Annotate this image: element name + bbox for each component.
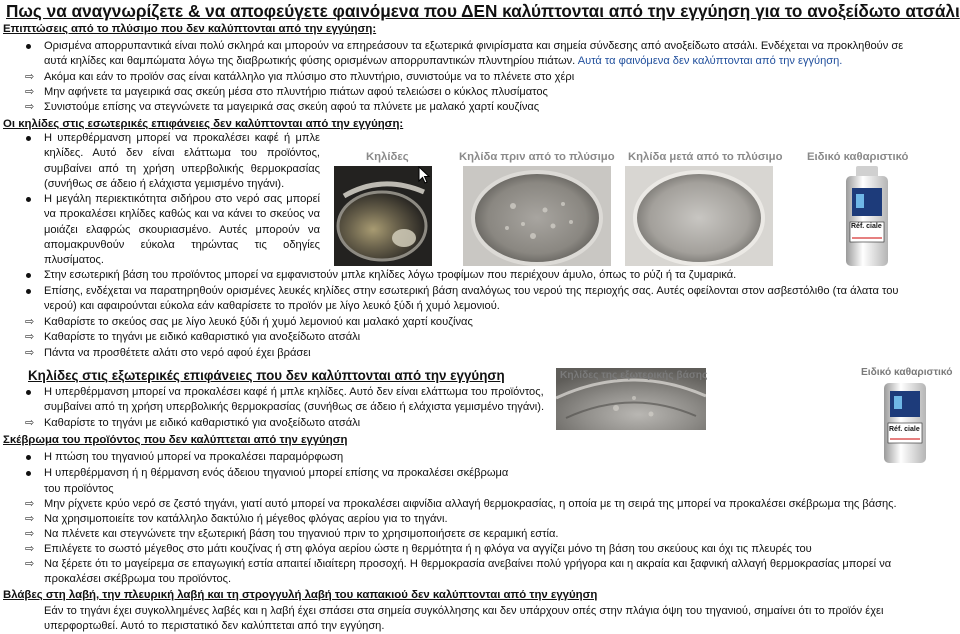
section-heading-washing: Επιπτώσεις από το πλύσιμο που δεν καλύπτονται από την εγγύηση:	[3, 23, 377, 35]
hollow-arrow-icon: ⇨	[25, 71, 35, 83]
bullet-text-cont	[44, 54, 842, 69]
caption-stains: Κηλίδες	[366, 151, 409, 163]
arrow-text: Μην αφήνετε τα μαγειρικά σας σκεύη μέσα στο πλυντήριο πιάτων αφού τελειώσει ο κύκλος πλυσίματος	[44, 86, 548, 98]
arrow-item	[25, 315, 473, 330]
photo-stain-after-wash	[625, 166, 773, 266]
handles-text: Εάν το τηγάνι έχει συγκολλημένες λαβές και η λαβή έχει σπάσει στα σημεία συγκόλλησης και δεν υπάρχουν οπές στην πλάγια όψη του τηγανιού, σημαίνει ότι το προϊόν έχει	[44, 605, 884, 617]
caption-special-cleaner-2: Ειδικό καθαριστικό	[861, 367, 953, 378]
arrow-item	[25, 346, 311, 361]
arrow-item	[25, 416, 361, 431]
bullet-text-limescale: Επίσης, ενδέχεται να παρατηρηθούν ορισμένες λευκές κηλίδες στην εσωτερική βάση αναλόγως του νερού της περιοχής σας. Αυτές οφείλονται στον ασβεστόλιθο (τα άλατα του	[44, 285, 899, 297]
arrow-text: Να χρησιμοποιείτε τον κατάλληλο δακτύλιο ή μέγεθος φλόγας αερίου για το τηγάνι.	[44, 513, 448, 525]
hollow-arrow-icon: ⇨	[25, 543, 35, 555]
arrow-item	[25, 100, 540, 115]
arrow-item	[25, 497, 897, 512]
arrow-text: Καθαρίστε το τηγάνι με ειδικό καθαριστικό για ανοξείδωτο ατσάλι	[44, 331, 361, 343]
hollow-arrow-icon: ⇨	[25, 347, 35, 359]
mouse-cursor-icon	[418, 166, 430, 189]
hollow-arrow-icon: ⇨	[25, 528, 35, 540]
bullet-text-exterior: Η υπερθέρμανση μπορεί να προκαλέσει καφέ ή μπλε κηλίδες. Αυτό δεν είναι ελάττωμα του προϊόντος,	[44, 386, 544, 398]
arrow-text: Μην ρίχνετε κρύο νερό σε ζεστό τηγάνι, γιατί αυτό μπορεί να προκαλέσει αιφνίδια αλλαγή θερμοκρασίας, η οποία με τη σειρά της μπορεί να προκαλέσει σκέβρωμα της βάσης.	[44, 498, 897, 510]
caption-special-cleaner: Ειδικό καθαριστικό	[807, 151, 909, 163]
page-title: Πως να αναγνωρίζετε & να αποφεύγετε φαινόμενα που ΔΕΝ καλύπτονται από την εγγύηση για το ανοξείδωτο ατσάλι	[6, 1, 960, 21]
arrow-text: Επιλέγετε το σωστό μέγεθος στο μάτι κουζίνας ή στη φλόγα αερίου ώστε η θερμότητα ή η φλόγα να αγγίζει μόνο τη βάση του σκεύους και όχι τις πλευρές του	[44, 543, 812, 555]
arrow-text: Συνιστούμε επίσης να στεγνώνετε τα μαγειρικά σας σκεύη αφού τα πλύνετε με μαλακό χαρτί κουζίνας	[44, 101, 540, 113]
arrow-item	[25, 527, 559, 542]
arrow-text: Να πλένετε και στεγνώνετε την εξωτερική βάση του τηγανιού πριν το χρησιμοποιήσετε σε κεραμική εστία.	[44, 528, 559, 540]
bullet-text-drop: Η πτώση του τηγανιού μπορεί να προκαλέσει παραμόρφωση	[44, 451, 344, 463]
arrow-item	[25, 542, 812, 557]
hollow-arrow-icon: ⇨	[25, 331, 35, 343]
hollow-arrow-icon: ⇨	[25, 86, 35, 98]
warranty-note: Αυτά τα φαινόμενα δεν καλύπτονται από την εγγύηση.	[577, 55, 843, 67]
caption-after-wash: Κηλίδα μετά από το πλύσιμο	[628, 151, 783, 163]
photo-stain-before-wash	[463, 166, 611, 266]
hollow-arrow-icon: ⇨	[25, 558, 35, 570]
section-heading-interior-stains: Οι κηλίδες στις εσωτερικές επιφάνειες δεν καλύπτονται από την εγγύηση:	[3, 118, 404, 130]
bullet-text: Ορισμένα απορρυπαντικά είναι πολύ σκληρά και μπορούν να επηρεάσουν τα εξωτερικά φινιρίσματα και σημεία σύνδεσης από ανοξείδωτο ατσάλι. Ενδέχεται να προκληθούν σε	[44, 40, 904, 52]
hollow-arrow-icon: ⇨	[25, 513, 35, 525]
arrow-item	[25, 512, 448, 527]
arrow-item	[25, 85, 548, 100]
arrow-item	[25, 557, 892, 572]
bullet-text-overheat-warp-cont: του προϊόντος	[44, 483, 114, 495]
section-heading-warping: Σκέβρωμα του προϊόντος που δεν καλύπτεται από την εγγύηση	[3, 434, 348, 446]
handles-text-cont: υπερφορτωθεί. Αυτό το περιστατικό δεν καλύπτεται από την εγγύηση.	[44, 620, 385, 632]
product-label: Réf. ciale	[851, 223, 882, 230]
bullet-text-exterior-cont: συμβαίνει από τη χρήση υπερβολικής θερμοκρασίας (συνήθως σε άδειο ή ελάχιστα γεμισμένο τηγάνι).	[44, 401, 545, 413]
arrow-text: Καθαρίστε το σκεύος σας με λίγο λευκό ξύδι ή χυμό λεμονιού και μαλακό χαρτί κουζίνας	[44, 316, 473, 328]
caption-before-wash: Κηλίδα πριν από το πλύσιμο	[459, 151, 615, 163]
arrow-text: Ακόμα και εάν το προϊόν σας είναι κατάλληλο για πλύσιμο στο πλυντήριο, συνιστούμε να το πλένετε στο χέρι	[44, 71, 575, 83]
photo-special-cleaner	[842, 166, 892, 266]
hollow-arrow-icon: ⇨	[25, 417, 35, 429]
arrow-text-cont: προκαλέσει σκέβρωμα του προϊόντος.	[44, 573, 232, 585]
bullet-text-limescale-cont: νερού) και αφαιρούνται εύκολα εάν καθαρίσετε το προϊόν με λίγο λευκό ξύδι ή χυμό λεμονιού.	[44, 300, 500, 312]
caption-exterior-base: Κηλίδες της εξωτερικής βάσης	[560, 370, 708, 381]
product-label-2: Réf. ciale	[889, 426, 920, 433]
bullet-text-starch: Στην εσωτερική βάση του προϊόντος μπορεί να εμφανιστούν μπλε κηλίδες λόγω τροφίμων που περιέχουν άμυλο, όπως το ρύζι ή τα ζυμαρικά.	[44, 269, 737, 281]
hollow-arrow-icon: ⇨	[25, 101, 35, 113]
arrow-text: Καθαρίστε το τηγάνι με ειδικό καθαριστικό για ανοξείδωτο ατσάλι	[44, 417, 361, 429]
bullet-text-overheating: Η υπερθέρμανση μπορεί να προκαλέσει καφέ ή μπλε κηλίδες. Αυτό δεν είναι ελάττωμα του προϊόντος, συμβαίνει από τη χρήση υπερβολικής θερμοκρασίας (συνήθως σε άδειο ή ελάχιστα γεμισμένο τηγάνι).	[44, 131, 320, 192]
arrow-item	[25, 330, 361, 345]
hollow-arrow-icon: ⇨	[25, 316, 35, 328]
arrow-text: Πάντα να προσθέτετε αλάτι στο νερό αφού έχει βράσει	[44, 347, 311, 359]
bullet-text-part: αυτά κηλίδες και θαμπώματα λόγω της διαβρωτικής φύσης ορισμένων απορρυπαντικών πλυντηρίου πιάτων.	[44, 55, 578, 67]
bullet-text-overheat-warp: Η υπερθέρμανση ή η θέρμανση ενός άδειου τηγανιού μπορεί επίσης να προκαλέσει σκέβρωμα	[44, 467, 509, 479]
arrow-item	[25, 70, 575, 85]
section-heading-handles: Βλάβες στη λαβή, την πλευρική λαβή και τη στρογγυλή λαβή του καπακιού δεν καλύπτονται από την εγγύηση	[3, 589, 598, 601]
bullet-text-iron: Η μεγάλη περιεκτικότητα σιδήρου στο νερό σας μπορεί να προκαλέσει κηλίδες καθώς και να κάνει το σκεύος να μοιάζει ελαφρώς σκουριασμένο. Αυτές μπορούν να απομακρυνθούν εύκολα τηρώντας τις οδηγίες πλυσίματος.	[44, 192, 320, 268]
section-heading-exterior-stains: Κηλίδες στις εξωτερικές επιφάνειες που δεν καλύπτονται από την εγγύηση	[28, 368, 505, 383]
arrow-text: Να ξέρετε ότι το μαγείρεμα σε επαγωγική εστία απαιτεί ιδιαίτερη προσοχή. Η θερμοκρασία ανεβαίνει πολύ γρήγορα και η ακραία και ξαφνική αλλαγή θερμοκρασίας μπορεί να	[44, 558, 892, 570]
hollow-arrow-icon: ⇨	[25, 498, 35, 510]
photo-special-cleaner-2	[880, 383, 930, 463]
